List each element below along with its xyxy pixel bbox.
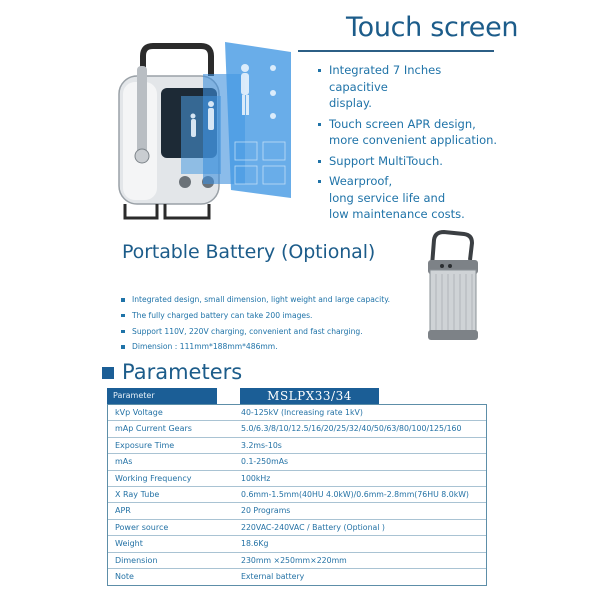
touch-screen-features bbox=[318, 62, 498, 227]
table-row: Working Frequency 100kHz bbox=[108, 471, 486, 487]
battery-features bbox=[120, 292, 420, 355]
header-parameter: Parameter bbox=[107, 388, 217, 404]
battery-feature-item: Support 110V, 220V charging, convenient and fast charging. bbox=[120, 324, 420, 340]
table-row: kVp Voltage 40-125kV (Increasing rate 1kV) bbox=[108, 405, 486, 421]
portable-xray-device-image bbox=[113, 38, 298, 223]
battery-feature-item: The fully charged battery can take 200 images. bbox=[120, 308, 420, 324]
table-row: APR 20 Programs bbox=[108, 503, 486, 519]
feature-item: Wearproof, long service life and low maintenance costs. bbox=[318, 173, 498, 223]
parameters-title: Parameters bbox=[122, 360, 243, 384]
title-divider bbox=[298, 50, 494, 52]
feature-item: Touch screen APR design, more convenient application. bbox=[318, 116, 498, 149]
feature-item: Integrated 7 Inches capacitive display. bbox=[318, 62, 498, 112]
parameters-heading bbox=[102, 360, 242, 384]
square-bullet-icon bbox=[102, 367, 114, 379]
table-row: Power source 220VAC-240VAC / Battery (Optional ) bbox=[108, 520, 486, 536]
header-model: MSLPX33/34 bbox=[240, 388, 379, 404]
battery-feature-item: Integrated design, small dimension, light weight and large capacity. bbox=[120, 292, 420, 308]
feature-item: Support MultiTouch. bbox=[318, 153, 498, 170]
table-row: mAs 0.1-250mAs bbox=[108, 454, 486, 470]
table-row: X Ray Tube 0.6mm-1.5mm(40HU 4.0kW)/0.6mm-2.8mm(76HU 8.0kW) bbox=[108, 487, 486, 503]
table-row: mAp Current Gears 5.0/6.3/8/10/12.5/16/20/25/32/40/50/63/80/100/125/160 bbox=[108, 421, 486, 437]
table-row: Exposure Time 3.2ms-10s bbox=[108, 438, 486, 454]
battery-pack-image bbox=[420, 226, 484, 344]
table-row: Note External battery bbox=[115, 571, 305, 581]
table-row: Dimension 230mm ×250mm×220mm bbox=[108, 553, 486, 569]
table-body bbox=[107, 404, 487, 586]
parameters-table bbox=[107, 388, 487, 586]
table-header bbox=[107, 388, 487, 404]
table-row: Weight 18.6Kg bbox=[108, 536, 486, 552]
touch-screen-title: Touch screen bbox=[346, 12, 519, 43]
portable-battery-title: Portable Battery (Optional) bbox=[122, 241, 376, 263]
battery-feature-item: Dimension : 111mm*188mm*486mm. bbox=[120, 339, 420, 355]
